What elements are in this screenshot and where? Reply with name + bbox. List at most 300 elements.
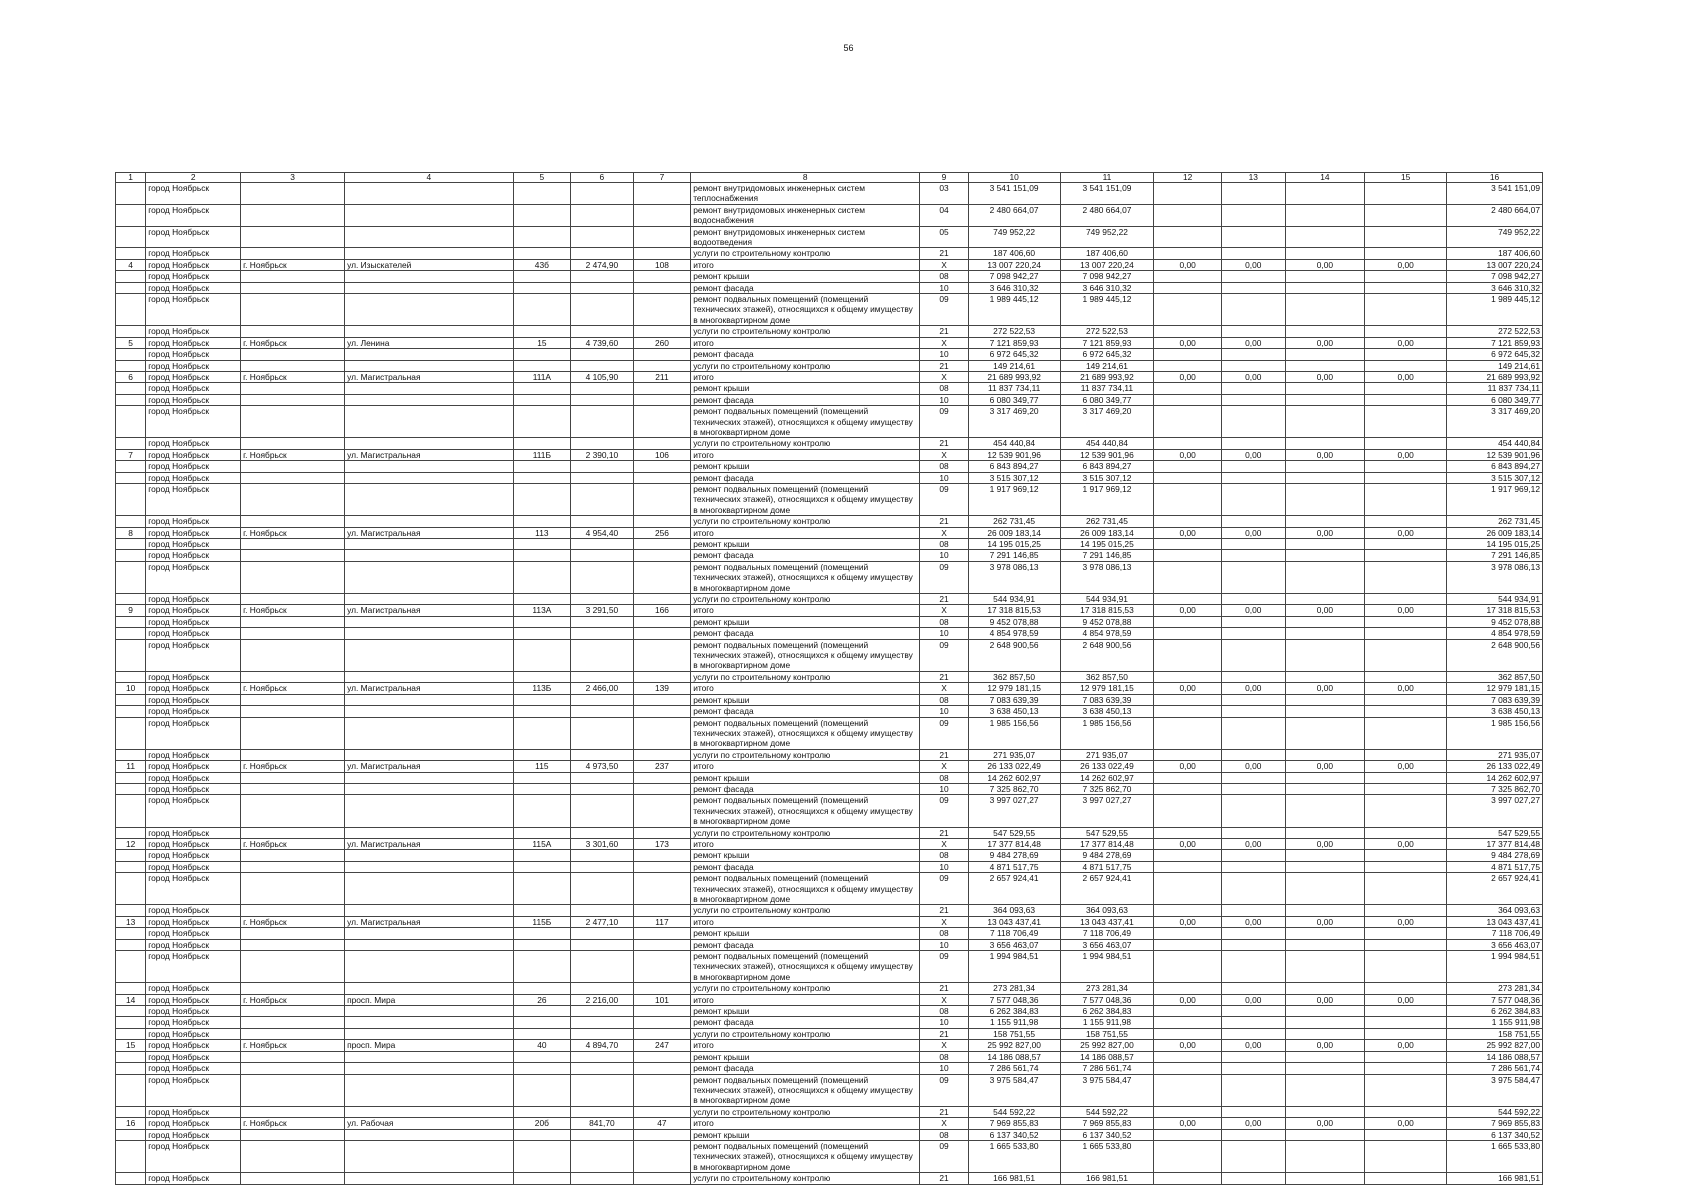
table-row	[116, 282, 1543, 293]
work-code-cell: 08	[920, 539, 968, 550]
work-type-cell: итого	[691, 259, 920, 270]
row-number-cell	[116, 349, 146, 360]
budget-local-cell	[1285, 905, 1365, 916]
total-cost-cell: 749 952,22	[968, 226, 1060, 248]
budget-local-cell	[1285, 360, 1365, 371]
budget-local-cell	[1285, 326, 1365, 337]
row-number-cell	[116, 516, 146, 527]
street-cell: ул. Изыскателей	[345, 259, 514, 270]
budget-regional-cell	[1221, 561, 1285, 593]
row-number-cell	[116, 483, 146, 515]
table-row	[116, 449, 1543, 460]
street-cell	[345, 483, 514, 515]
work-code-cell: 21	[920, 905, 968, 916]
row-number-cell: 12	[116, 838, 146, 849]
owners-funds-cell: 0,00	[1365, 1118, 1447, 1129]
municipality-cell: город Ноябрьск	[146, 772, 241, 783]
budget-local-cell	[1285, 461, 1365, 472]
work-type-cell: ремонт внутридомовых инженерных систем теплоснабжения	[691, 183, 920, 205]
municipality-cell: город Ноябрьск	[146, 337, 241, 348]
work-code-cell: 08	[920, 616, 968, 627]
work-type-cell: ремонт подвальных помещений (помещений технических этажей), относящихся к общему имуществу в многоквартирном доме	[691, 717, 920, 749]
residents-cell	[633, 928, 691, 939]
budget-federal-cell	[1154, 717, 1222, 749]
house-number-cell	[513, 861, 571, 872]
row-number-cell: 11	[116, 761, 146, 772]
municipality-cell: город Ноябрьск	[146, 994, 241, 1005]
work-code-cell: Х	[920, 371, 968, 382]
area-cell: 3 291,50	[571, 605, 634, 616]
row-number-cell	[116, 1173, 146, 1184]
fund-cost-cell: 14 186 088,57	[1060, 1051, 1154, 1062]
work-code-cell: 09	[920, 294, 968, 326]
total-funds-cell: 273 281,34	[1447, 983, 1543, 994]
budget-federal-cell	[1154, 1074, 1222, 1106]
owners-funds-cell	[1365, 271, 1447, 282]
house-number-cell	[513, 827, 571, 838]
street-cell	[345, 394, 514, 405]
locality-cell	[241, 1106, 345, 1117]
owners-funds-cell	[1365, 827, 1447, 838]
municipality-cell: город Ноябрьск	[146, 683, 241, 694]
work-code-cell: Х	[920, 527, 968, 538]
budget-regional-cell: 0,00	[1221, 994, 1285, 1005]
work-code-cell: 08	[920, 461, 968, 472]
table-row	[116, 294, 1543, 326]
row-number-cell: 5	[116, 337, 146, 348]
locality-cell	[241, 783, 345, 794]
work-type-cell: услуги по строительному контролю	[691, 671, 920, 682]
residents-cell	[633, 1017, 691, 1028]
work-type-cell: ремонт фасада	[691, 349, 920, 360]
house-number-cell	[513, 1017, 571, 1028]
residents-cell	[633, 1173, 691, 1184]
house-number-cell: 111А	[513, 371, 571, 382]
locality-cell	[241, 483, 345, 515]
total-funds-cell: 3 541 151,09	[1447, 183, 1543, 205]
table-row	[116, 827, 1543, 838]
residents-cell	[633, 1106, 691, 1117]
budget-local-cell	[1285, 1140, 1365, 1172]
municipality-cell: город Ноябрьск	[146, 516, 241, 527]
locality-cell	[241, 1063, 345, 1074]
work-type-cell: ремонт фасада	[691, 861, 920, 872]
fund-cost-cell: 1 985 156,56	[1060, 717, 1154, 749]
fund-cost-cell: 17 377 814,48	[1060, 838, 1154, 849]
header-cell: 16	[1447, 173, 1543, 183]
budget-local-cell	[1285, 1051, 1365, 1062]
budget-local-cell	[1285, 772, 1365, 783]
total-funds-cell: 6 262 384,83	[1447, 1006, 1543, 1017]
total-cost-cell: 4 871 517,75	[968, 861, 1060, 872]
work-code-cell: Х	[920, 838, 968, 849]
table-row	[116, 1017, 1543, 1028]
work-code-cell: 21	[920, 827, 968, 838]
fund-cost-cell: 13 007 220,24	[1060, 259, 1154, 270]
owners-funds-cell: 0,00	[1365, 371, 1447, 382]
total-funds-cell: 544 934,91	[1447, 594, 1543, 605]
header-cell: 13	[1221, 173, 1285, 183]
area-cell	[571, 628, 634, 639]
fund-cost-cell: 7 577 048,36	[1060, 994, 1154, 1005]
total-funds-cell: 3 656 463,07	[1447, 939, 1543, 950]
municipality-cell: город Ноябрьск	[146, 1006, 241, 1017]
budget-local-cell: 0,00	[1285, 259, 1365, 270]
work-type-cell: итого	[691, 1040, 920, 1051]
fund-cost-cell: 2 480 664,07	[1060, 204, 1154, 226]
fund-cost-cell: 272 522,53	[1060, 326, 1154, 337]
budget-local-cell	[1285, 706, 1365, 717]
municipality-cell: город Ноябрьск	[146, 527, 241, 538]
area-cell	[571, 561, 634, 593]
residents-cell	[633, 483, 691, 515]
residents-cell	[633, 939, 691, 950]
budget-federal-cell	[1154, 204, 1222, 226]
work-code-cell: 09	[920, 951, 968, 983]
area-cell	[571, 772, 634, 783]
owners-funds-cell	[1365, 861, 1447, 872]
work-type-cell: ремонт фасада	[691, 939, 920, 950]
work-code-cell: 08	[920, 1051, 968, 1062]
residents-cell	[633, 594, 691, 605]
work-code-cell: Х	[920, 916, 968, 927]
total-cost-cell: 6 972 645,32	[968, 349, 1060, 360]
street-cell	[345, 928, 514, 939]
municipality-cell: город Ноябрьск	[146, 483, 241, 515]
house-number-cell: 15	[513, 337, 571, 348]
area-cell	[571, 1173, 634, 1184]
budget-local-cell	[1285, 294, 1365, 326]
header-cell: 12	[1154, 173, 1222, 183]
budget-local-cell	[1285, 183, 1365, 205]
work-code-cell: 05	[920, 226, 968, 248]
owners-funds-cell	[1365, 706, 1447, 717]
budget-federal-cell	[1154, 539, 1222, 550]
street-cell: ул. Магистральная	[345, 683, 514, 694]
fund-cost-cell: 3 656 463,07	[1060, 939, 1154, 950]
fund-cost-cell: 4 854 978,59	[1060, 628, 1154, 639]
locality-cell	[241, 271, 345, 282]
street-cell	[345, 461, 514, 472]
municipality-cell: город Ноябрьск	[146, 226, 241, 248]
work-type-cell: ремонт подвальных помещений (помещений технических этажей), относящихся к общему имуществу в многоквартирном доме	[691, 951, 920, 983]
municipality-cell: город Ноябрьск	[146, 248, 241, 259]
area-cell	[571, 1063, 634, 1074]
row-number-cell	[116, 406, 146, 438]
total-funds-cell: 1 994 984,51	[1447, 951, 1543, 983]
total-cost-cell: 7 118 706,49	[968, 928, 1060, 939]
table-row	[116, 1063, 1543, 1074]
total-funds-cell: 187 406,60	[1447, 248, 1543, 259]
municipality-cell: город Ноябрьск	[146, 1118, 241, 1129]
budget-regional-cell: 0,00	[1221, 605, 1285, 616]
fund-cost-cell: 3 975 584,47	[1060, 1074, 1154, 1106]
total-funds-cell: 14 195 015,25	[1447, 539, 1543, 550]
locality-cell: г. Ноябрьск	[241, 371, 345, 382]
total-cost-cell: 6 080 349,77	[968, 394, 1060, 405]
header-cell: 6	[571, 173, 634, 183]
total-funds-cell: 3 997 027,27	[1447, 795, 1543, 827]
table-row	[116, 383, 1543, 394]
area-cell: 2 390,10	[571, 449, 634, 460]
table-row	[116, 594, 1543, 605]
house-number-cell	[513, 1051, 571, 1062]
work-type-cell: ремонт фасада	[691, 783, 920, 794]
table-row	[116, 550, 1543, 561]
locality-cell	[241, 326, 345, 337]
row-number-cell	[116, 271, 146, 282]
total-funds-cell: 7 121 859,93	[1447, 337, 1543, 348]
house-number-cell: 113А	[513, 605, 571, 616]
total-cost-cell: 3 978 086,13	[968, 561, 1060, 593]
residents-cell: 139	[633, 683, 691, 694]
row-number-cell	[116, 694, 146, 705]
area-cell	[571, 939, 634, 950]
budget-local-cell	[1285, 394, 1365, 405]
owners-funds-cell: 0,00	[1365, 605, 1447, 616]
work-code-cell: 10	[920, 1017, 968, 1028]
street-cell	[345, 248, 514, 259]
total-funds-cell: 454 440,84	[1447, 438, 1543, 449]
residents-cell	[633, 282, 691, 293]
budget-local-cell: 0,00	[1285, 605, 1365, 616]
row-number-cell	[116, 561, 146, 593]
work-type-cell: ремонт крыши	[691, 1129, 920, 1140]
budget-local-cell	[1285, 873, 1365, 905]
total-funds-cell: 7 286 561,74	[1447, 1063, 1543, 1074]
work-type-cell: ремонт подвальных помещений (помещений технических этажей), относящихся к общему имуществу в многоквартирном доме	[691, 294, 920, 326]
work-type-cell: ремонт фасада	[691, 394, 920, 405]
work-code-cell: 21	[920, 594, 968, 605]
header-cell: 11	[1060, 173, 1154, 183]
municipality-cell: город Ноябрьск	[146, 639, 241, 671]
locality-cell	[241, 1028, 345, 1039]
work-type-cell: ремонт подвальных помещений (помещений технических этажей), относящихся к общему имуществу в многоквартирном доме	[691, 795, 920, 827]
total-cost-cell: 166 981,51	[968, 1173, 1060, 1184]
budget-federal-cell: 0,00	[1154, 683, 1222, 694]
residents-cell	[633, 1140, 691, 1172]
street-cell: ул. Ленина	[345, 337, 514, 348]
work-type-cell: ремонт подвальных помещений (помещений технических этажей), относящихся к общему имуществу в многоквартирном доме	[691, 1140, 920, 1172]
row-number-cell: 8	[116, 527, 146, 538]
fund-cost-cell: 7 291 146,85	[1060, 550, 1154, 561]
fund-cost-cell: 26 009 183,14	[1060, 527, 1154, 538]
table-row	[116, 472, 1543, 483]
house-number-cell	[513, 905, 571, 916]
street-cell	[345, 204, 514, 226]
area-cell	[571, 795, 634, 827]
budget-regional-cell	[1221, 983, 1285, 994]
locality-cell	[241, 928, 345, 939]
owners-funds-cell	[1365, 928, 1447, 939]
house-number-cell	[513, 360, 571, 371]
budget-federal-cell	[1154, 294, 1222, 326]
house-number-cell	[513, 461, 571, 472]
header-cell: 1	[116, 173, 146, 183]
budget-federal-cell	[1154, 461, 1222, 472]
municipality-cell: город Ноябрьск	[146, 905, 241, 916]
budget-federal-cell	[1154, 594, 1222, 605]
row-number-cell: 6	[116, 371, 146, 382]
area-cell	[571, 282, 634, 293]
locality-cell	[241, 1173, 345, 1184]
owners-funds-cell	[1365, 594, 1447, 605]
residents-cell	[633, 1063, 691, 1074]
budget-federal-cell	[1154, 983, 1222, 994]
total-cost-cell: 7 098 942,27	[968, 271, 1060, 282]
area-cell	[571, 983, 634, 994]
municipality-cell: город Ноябрьск	[146, 282, 241, 293]
area-cell: 2 216,00	[571, 994, 634, 1005]
budget-local-cell	[1285, 795, 1365, 827]
header-cell: 4	[345, 173, 514, 183]
locality-cell: г. Ноябрьск	[241, 994, 345, 1005]
fund-cost-cell: 3 646 310,32	[1060, 282, 1154, 293]
house-number-cell: 111Б	[513, 449, 571, 460]
budget-regional-cell	[1221, 1106, 1285, 1117]
house-number-cell	[513, 483, 571, 515]
house-number-cell	[513, 438, 571, 449]
work-code-cell: Х	[920, 449, 968, 460]
budget-regional-cell	[1221, 795, 1285, 827]
table-row	[116, 204, 1543, 226]
street-cell: ул. Магистральная	[345, 916, 514, 927]
work-code-cell: 08	[920, 1006, 968, 1017]
work-code-cell: 09	[920, 717, 968, 749]
work-type-cell: услуги по строительному контролю	[691, 1106, 920, 1117]
budget-regional-cell	[1221, 594, 1285, 605]
budget-regional-cell	[1221, 483, 1285, 515]
house-number-cell: 113	[513, 527, 571, 538]
work-type-cell: итого	[691, 449, 920, 460]
municipality-cell: город Ноябрьск	[146, 349, 241, 360]
table-row	[116, 916, 1543, 927]
table-row	[116, 226, 1543, 248]
municipality-cell: город Ноябрьск	[146, 838, 241, 849]
budget-local-cell: 0,00	[1285, 916, 1365, 927]
work-type-cell: ремонт крыши	[691, 1006, 920, 1017]
total-cost-cell: 7 286 561,74	[968, 1063, 1060, 1074]
total-cost-cell: 3 638 450,13	[968, 706, 1060, 717]
total-cost-cell: 362 857,50	[968, 671, 1060, 682]
budget-regional-cell	[1221, 461, 1285, 472]
work-code-cell: Х	[920, 1118, 968, 1129]
area-cell: 4 739,60	[571, 337, 634, 348]
total-cost-cell: 7 121 859,93	[968, 337, 1060, 348]
fund-cost-cell: 1 155 911,98	[1060, 1017, 1154, 1028]
locality-cell: г. Ноябрьск	[241, 1118, 345, 1129]
work-type-cell: ремонт фасада	[691, 628, 920, 639]
fund-cost-cell: 273 281,34	[1060, 983, 1154, 994]
house-number-cell	[513, 783, 571, 794]
total-cost-cell: 7 577 048,36	[968, 994, 1060, 1005]
header-cell: 7	[633, 173, 691, 183]
budget-regional-cell	[1221, 1017, 1285, 1028]
owners-funds-cell	[1365, 905, 1447, 916]
table-row	[116, 1006, 1543, 1017]
header-cell: 15	[1365, 173, 1447, 183]
budget-federal-cell	[1154, 226, 1222, 248]
work-type-cell: ремонт фасада	[691, 1063, 920, 1074]
budget-federal-cell	[1154, 1017, 1222, 1028]
budget-local-cell	[1285, 1129, 1365, 1140]
locality-cell	[241, 1017, 345, 1028]
owners-funds-cell	[1365, 1074, 1447, 1106]
total-funds-cell: 7 325 862,70	[1447, 783, 1543, 794]
row-number-cell	[116, 928, 146, 939]
total-funds-cell: 14 186 088,57	[1447, 1051, 1543, 1062]
area-cell	[571, 850, 634, 861]
budget-local-cell	[1285, 1106, 1365, 1117]
work-type-cell: итого	[691, 838, 920, 849]
work-code-cell: 08	[920, 1129, 968, 1140]
locality-cell	[241, 349, 345, 360]
row-number-cell	[116, 628, 146, 639]
table-row	[116, 983, 1543, 994]
municipality-cell: город Ноябрьск	[146, 1051, 241, 1062]
budget-regional-cell	[1221, 1051, 1285, 1062]
total-funds-cell: 7 098 942,27	[1447, 271, 1543, 282]
fund-cost-cell: 12 539 901,96	[1060, 449, 1154, 460]
fund-cost-cell: 2 648 900,56	[1060, 639, 1154, 671]
residents-cell	[633, 717, 691, 749]
total-funds-cell: 166 981,51	[1447, 1173, 1543, 1184]
budget-local-cell	[1285, 271, 1365, 282]
table-row	[116, 438, 1543, 449]
street-cell	[345, 772, 514, 783]
house-number-cell	[513, 383, 571, 394]
row-number-cell	[116, 1051, 146, 1062]
budget-federal-cell	[1154, 1063, 1222, 1074]
budget-federal-cell	[1154, 1129, 1222, 1140]
owners-funds-cell	[1365, 204, 1447, 226]
budget-regional-cell	[1221, 706, 1285, 717]
municipality-cell: город Ноябрьск	[146, 1040, 241, 1051]
budget-federal-cell	[1154, 694, 1222, 705]
house-number-cell	[513, 294, 571, 326]
total-funds-cell: 12 979 181,15	[1447, 683, 1543, 694]
total-cost-cell: 1 989 445,12	[968, 294, 1060, 326]
budget-local-cell	[1285, 983, 1365, 994]
residents-cell	[633, 628, 691, 639]
total-funds-cell: 14 262 602,97	[1447, 772, 1543, 783]
row-number-cell	[116, 294, 146, 326]
work-type-cell: итого	[691, 994, 920, 1005]
budget-federal-cell	[1154, 628, 1222, 639]
area-cell	[571, 717, 634, 749]
residents-cell	[633, 1074, 691, 1106]
fund-cost-cell: 3 317 469,20	[1060, 406, 1154, 438]
budget-regional-cell	[1221, 472, 1285, 483]
table-row	[116, 1140, 1543, 1172]
municipality-cell: город Ноябрьск	[146, 1129, 241, 1140]
total-cost-cell: 187 406,60	[968, 248, 1060, 259]
budget-regional-cell	[1221, 616, 1285, 627]
work-type-cell: ремонт крыши	[691, 772, 920, 783]
residents-cell	[633, 1006, 691, 1017]
table-row	[116, 1040, 1543, 1051]
residents-cell	[633, 749, 691, 760]
fund-cost-cell: 2 657 924,41	[1060, 873, 1154, 905]
budget-regional-cell	[1221, 951, 1285, 983]
residents-cell	[633, 516, 691, 527]
work-code-cell: Х	[920, 337, 968, 348]
total-cost-cell: 547 529,55	[968, 827, 1060, 838]
budget-local-cell	[1285, 1006, 1365, 1017]
area-cell	[571, 183, 634, 205]
total-cost-cell: 14 262 602,97	[968, 772, 1060, 783]
municipality-cell: город Ноябрьск	[146, 928, 241, 939]
